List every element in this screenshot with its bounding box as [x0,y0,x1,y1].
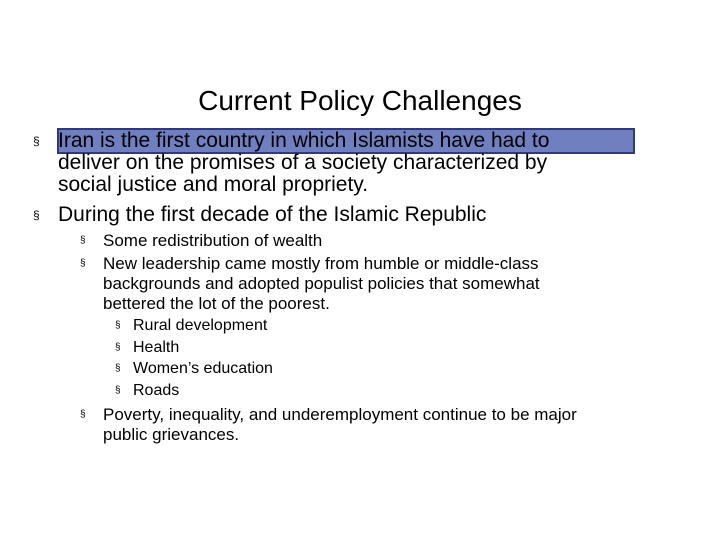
bullet-text [133,381,179,401]
bullet-text [58,130,549,196]
bullet-item-1 [33,130,673,196]
bullet-marker: § [80,235,86,246]
bullet-line: Roads [133,382,180,399]
sub-sub-bullet-item-4 [115,381,515,401]
sub-bullet-item-2 [80,254,680,314]
bullet-text [103,405,577,445]
bullet-text [133,338,179,358]
slide-title: Current Policy Challenges [198,85,522,116]
bullet-marker: § [115,385,121,396]
bullet-line: public grievances. [103,425,240,444]
bullet-line: Poverty, inequality, and underemployment continue to be major [103,405,577,424]
sub-sub-bullet-item-2 [115,338,515,358]
bullet-item-2 [33,204,673,226]
bullet-text [133,316,267,336]
bullet-text [103,231,322,251]
bullet-marker: § [33,208,40,222]
bullet-line: Women’s education [133,360,273,377]
bullet-marker: § [80,409,86,420]
bullet-line: Health [133,339,180,356]
bullet-text [103,254,540,314]
sub-bullet-item-1 [80,231,680,251]
bullet-marker: § [33,134,40,148]
bullet-line: During the first decade of the Islamic Republic [58,203,487,226]
sub-sub-bullet-item-3 [115,359,515,379]
bullet-marker: § [80,258,86,269]
bullet-line: deliver on the promises of a society characterized by [58,151,548,174]
bullet-text [58,204,486,226]
bullet-marker: § [115,320,121,331]
bullet-line: social justice and moral propriety. [58,173,369,196]
bullet-line: Iran is the first country in which Islamists have had to [58,129,550,152]
sub-bullet-item-3 [80,405,700,445]
bullet-line: bettered the lot of the poorest. [103,294,330,313]
bullet-marker: § [115,363,121,374]
bullet-text [133,359,273,379]
bullet-line: New leadership came mostly from humble or middle-class [103,254,539,273]
bullet-line: Rural development [133,317,268,334]
sub-sub-bullet-item-1 [115,316,515,336]
bullet-marker: § [115,342,121,353]
bullet-line: backgrounds and adopted populist policies that somewhat [103,274,540,293]
bullet-line: Some redistribution of wealth [103,231,323,250]
